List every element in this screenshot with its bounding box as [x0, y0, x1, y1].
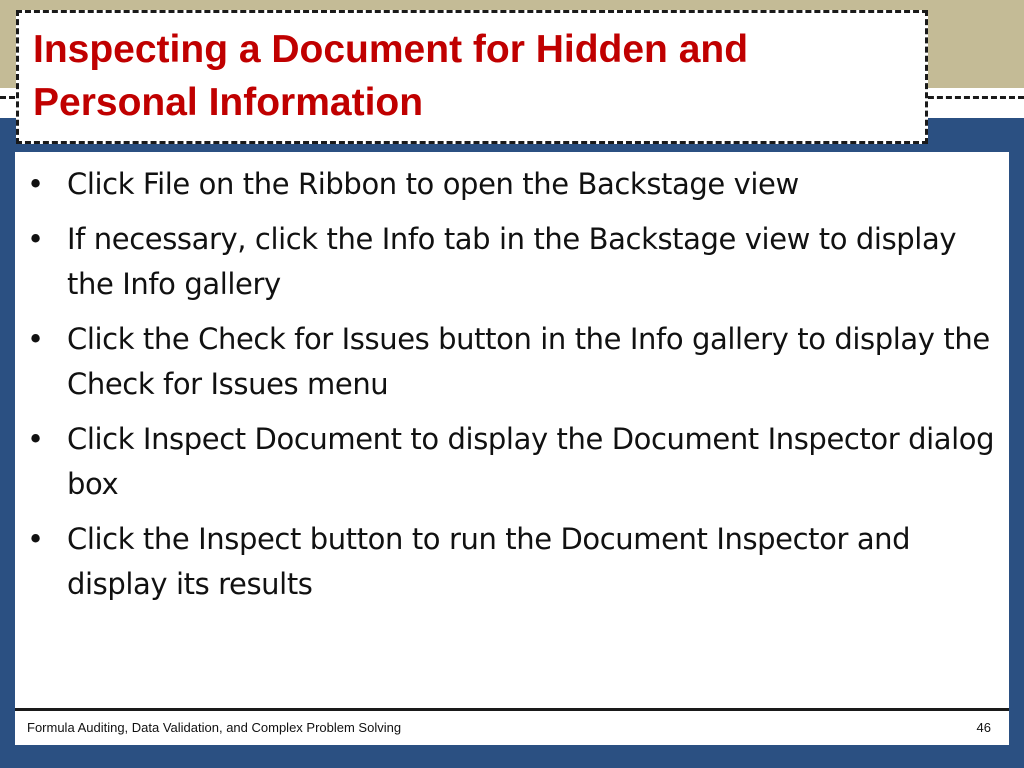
title-box — [16, 10, 928, 144]
bullet-item — [25, 317, 995, 407]
bullet-icon: • — [27, 222, 44, 256]
bullet-text: Click the Check for Issues button in the Info gallery to display the Check for Issues menu — [67, 322, 990, 401]
slide-footer — [15, 708, 1009, 745]
bullet-item — [25, 517, 995, 607]
slide-title: Inspecting a Document for Hidden and Personal Information — [33, 28, 749, 124]
bullet-item — [25, 217, 995, 307]
bullet-item — [25, 162, 995, 207]
bullet-list — [25, 162, 995, 617]
bullet-item — [25, 417, 995, 507]
bullet-text: Click File on the Ribbon to open the Backstage view — [67, 167, 799, 201]
page-number: 46 — [976, 720, 991, 735]
bullet-icon: • — [27, 522, 44, 556]
bullet-icon: • — [27, 322, 44, 356]
bullet-text: Click Inspect Document to display the Document Inspector dialog box — [67, 422, 995, 501]
bullet-text: If necessary, click the Info tab in the Backstage view to display the Info gallery — [67, 222, 957, 301]
bullet-icon: • — [27, 167, 44, 201]
footer-text: Formula Auditing, Data Validation, and Complex Problem Solving — [27, 720, 402, 735]
bullet-icon: • — [27, 422, 44, 456]
bullet-text: Click the Inspect button to run the Document Inspector and display its results — [67, 522, 911, 601]
